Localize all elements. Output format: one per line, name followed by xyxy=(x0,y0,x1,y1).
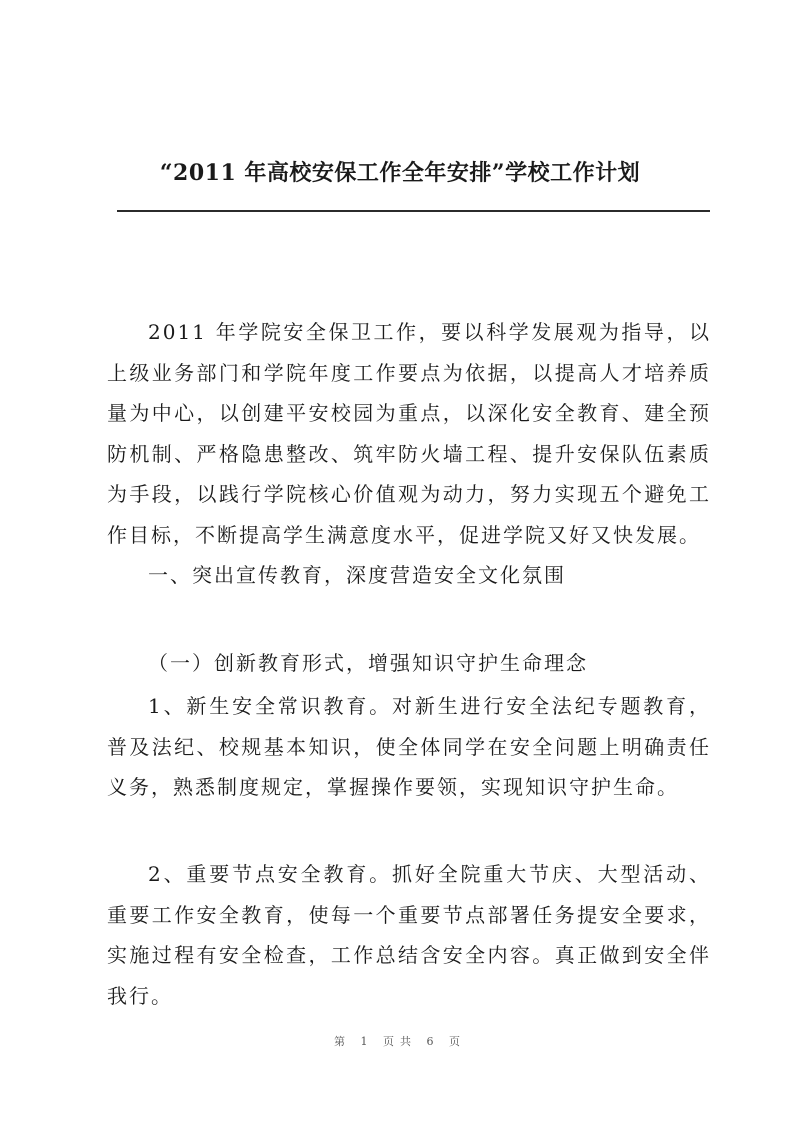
title-divider xyxy=(117,210,710,212)
item-paragraph-2: 2、重要节点安全教育。抓好全院重大节庆、大型活动、重要工作安全教育，使每一个重要节点部署任务提安全要求，实施过程有安全检查，工作总结含安全内容。真正做到安全伴我行。 xyxy=(107,862,711,1008)
page-number-footer: 第 1 页共 6 页 xyxy=(334,1035,466,1048)
section-heading-1: 一、突出宣传教育，深度营造安全文化氛围 xyxy=(148,563,566,587)
intro-paragraph: 2011 年学院安全保卫工作，要以科学发展观为指导，以上级业务部门和学院年度工作要点为依据，以提高人才培养质量为中心，以创建平安校园为重点，以深化安全教育、建全预防机制、严格隐患整改、筑牢防火墙工程、提升安保队伍素质为手段，以践行学院核心价值观为动力，努力实现五个避免工作目标，不断提高学生满意度水平，促进学院又好又快发展。 xyxy=(107,320,711,547)
item-paragraph-1: 1、新生安全常识教育。对新生进行安全法纪专题教育，普及法纪、校规基本知识，使全体同学在安全问题上明确责任义务，熟悉制度规定，掌握操作要领，实现知识守护生命。 xyxy=(107,694,711,799)
document-title: “2011 年高校安保工作全年安排”学校工作计划 xyxy=(159,160,641,186)
subsection-heading-1: （一）创新教育形式，增强知识守护生命理念 xyxy=(148,651,588,675)
